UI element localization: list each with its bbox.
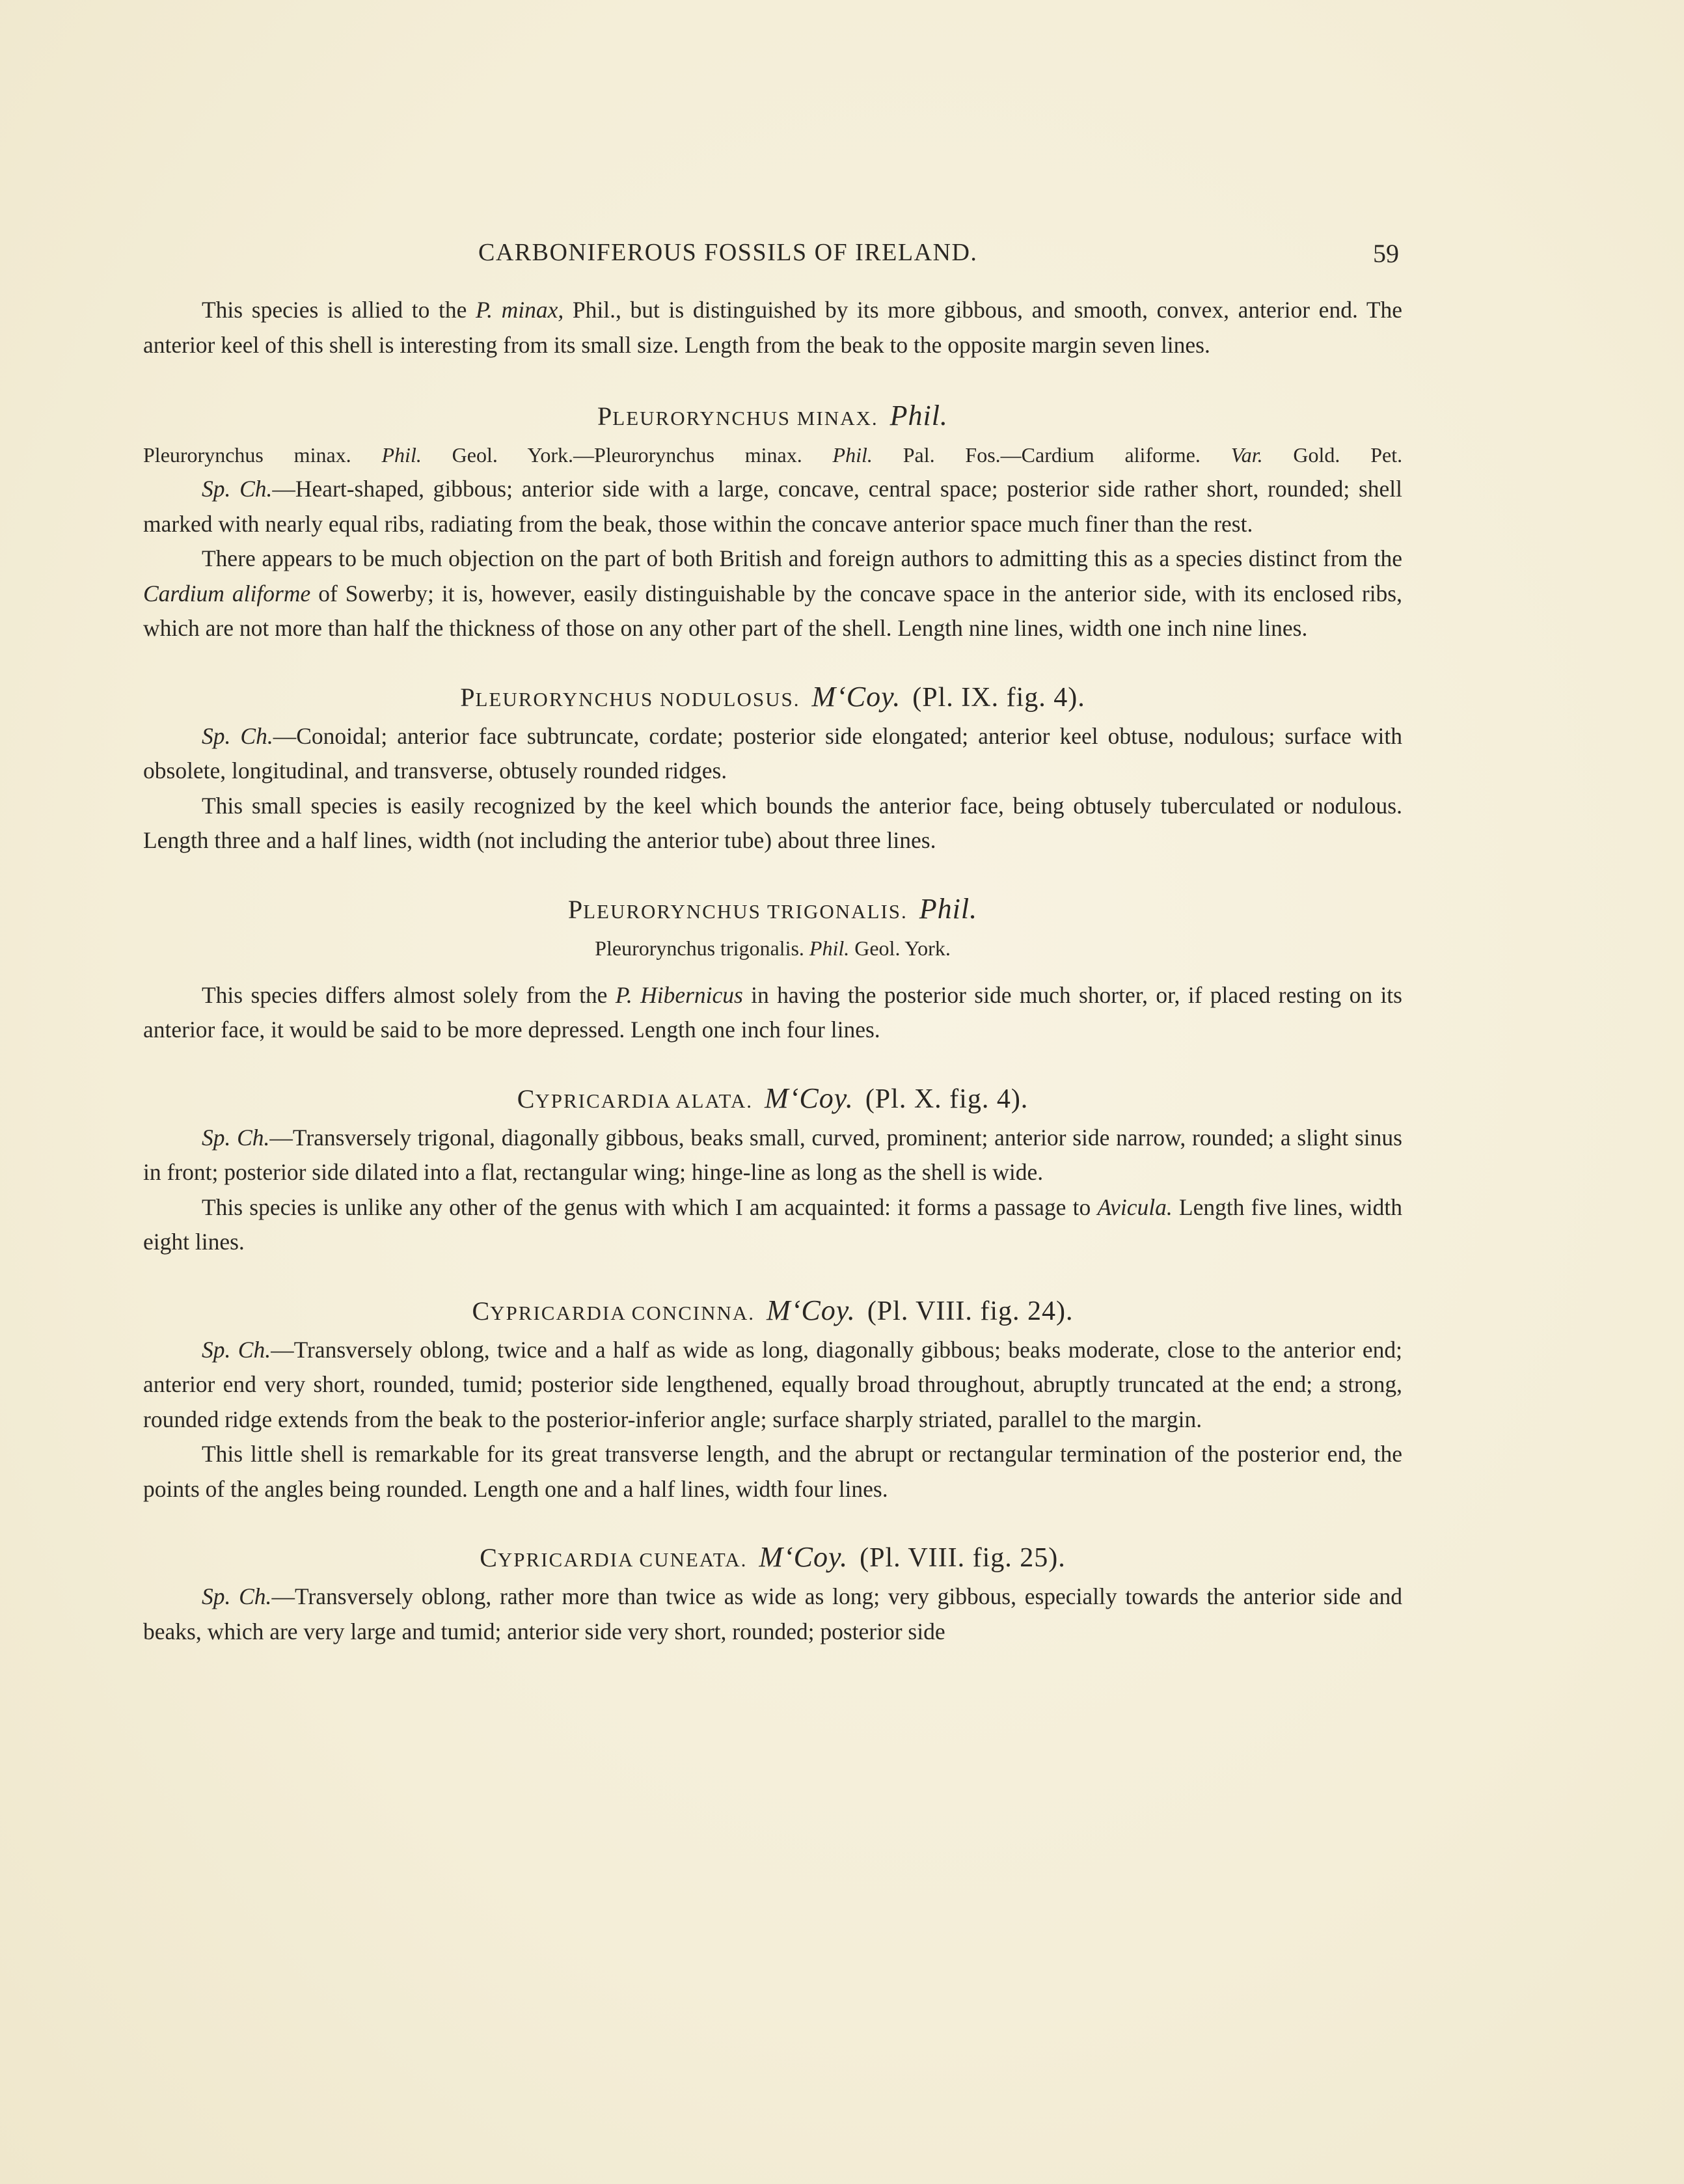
heading-rest: LEURORYNCHUS NODULOSUS. [475,687,800,711]
species-heading-alata [143,1079,1402,1121]
spch-label: Sp. Ch. [202,722,273,749]
spch-label: Sp. Ch. [202,1336,271,1363]
heading-author: M‘Coy. [759,1541,849,1573]
heading-author: M‘Coy. [811,680,901,713]
heading-rest: YPRICARDIA CONCINNA. [490,1301,755,1324]
remark-text-1: This species is unlike any other of the genus with which I am acquainted: it forms a passage to [202,1194,1098,1220]
heading-author: M‘Coy. [767,1294,856,1326]
syn-text: Pleurorynchus trigonalis. [595,936,804,960]
spacer [143,1048,1402,1079]
page-number: 59 [1373,239,1399,268]
species-heading-trigonalis [143,890,1402,931]
spacer [143,965,1402,978]
syn-author: Phil. [381,443,422,467]
heading-plate: (Pl. X. fig. 4). [865,1084,1029,1114]
heading-plate: (Pl. VIII. fig. 25). [860,1543,1066,1573]
syn-text: Gold. Pet. [1293,443,1403,467]
remark-text-1: This species differs almost solely from the [202,981,616,1008]
species-heading-cuneata [143,1538,1402,1579]
spch-text: —Transversely oblong, twice and a half as wide as long, diagonally gibbous; beaks moderate, close to the anterior end; anterior end very short, rounded, tumid; posterior side lengthened, equally broad throughout, abruptly truncated at the end; a strong, rounded ridge extends from the beak to the posterior-inferior angle; surface sharply striated, parallel to the margin. [143,1336,1402,1432]
remark-minax [143,541,1402,646]
spacer [143,362,1402,396]
running-title: CARBONIFEROUS FOSSILS OF IRELAND. [478,239,978,266]
heading-cap: P [597,402,613,431]
heading-rest: YPRICARDIA CUNEATA. [497,1548,748,1571]
spacer [143,858,1402,890]
remark-nodulosus: This small species is easily recognized by the keel which bounds the anterior face, being obtusely tuberculated or nodulous. Length three and a half lines, width (not including the anterior tube) about three lines. [143,792,1402,853]
syn-author: Phil. [832,443,873,467]
heading-cap: C [472,1296,491,1326]
syn-text: Geol. York.—Pleurorynchus minax. [452,443,802,467]
synonymy-trigonalis [143,931,1402,965]
intro-text-2: Phil., but is distinguished by its more gibbous, and smooth, convex, anterior end. The anterior keel of this shell is interesting from its small size. Length from the beak to the opposite margin seven lines. [143,297,1403,358]
spacer [143,646,1402,677]
running-head [143,238,1399,277]
remark-text-2: of Sowerby; it is, however, easily distinguishable by the concave space in the anterior side, with its enclosed ribs, which are not more than half the thickness of those on any other part of the shell. Length nine lines, width one inch nine lines. [143,580,1402,641]
heading-author: Phil. [919,892,978,925]
intro-paragraph [143,293,1402,362]
spch-minax [143,472,1402,541]
intro-text-1: This species is allied to the [202,297,476,323]
synonymy-minax [143,438,1402,472]
spch-label: Sp. Ch. [202,1124,270,1151]
heading-plate: (Pl. VIII. fig. 24). [867,1296,1074,1326]
heading-rest: YPRICARDIA ALATA. [535,1089,754,1112]
remark-text-2: in having the posterior side much shorter, or, if placed resting on its anterior face, it would be said to be more depressed. Length one inch four lines. [143,981,1402,1043]
syn-text: Geol. York. [854,936,951,960]
spch-label: Sp. Ch. [202,476,273,502]
spch-text: —Transversely trigonal, diagonally gibbous, beaks small, curved, prominent; anterior side narrow, rounded; a slight sinus in front; posterior side dilated into a flat, rectangular wing; hinge-line as long as the shell is wide. [143,1124,1402,1185]
heading-author: Phil. [890,400,948,431]
spacer [143,1260,1402,1291]
spch-cuneata [143,1579,1402,1649]
remark-italic: Cardium aliforme [143,580,311,607]
spch-label: Sp. Ch. [202,1583,272,1609]
heading-rest: LEURORYNCHUS TRIGONALIS. [583,899,908,923]
heading-author: M‘Coy. [765,1082,854,1114]
syn-text: Pleurorynchus minax. [143,443,351,467]
intro-italic: P. minax, [476,297,564,323]
spch-text: —Conoidal; anterior face subtruncate, cordate; posterior side elongated; anterior keel obtuse, nodulous; surface with obsolete, longitudinal, and transverse, obtusely rounded ridges. [143,722,1402,784]
syn-author: Var. [1230,443,1263,467]
syn-author: Phil. [809,936,850,960]
remark-trigonalis [143,978,1402,1048]
remark-alata [143,1190,1402,1260]
species-heading-nodulosus [143,677,1402,719]
heading-plate: (Pl. IX. fig. 4). [912,682,1085,713]
heading-cap: P [460,682,476,712]
remark-concinna: This little shell is remarkable for its great transverse length, and the abrupt or rectangular termination of the posterior end, the points of the angles being rounded. Length one and a half lines, width four lines. [143,1441,1402,1502]
spacer [143,1507,1402,1538]
spch-alata [143,1121,1402,1190]
heading-cap: C [480,1543,498,1572]
species-heading-concinna [143,1291,1402,1333]
spch-text: —Transversely oblong, rather more than twice as wide as long; very gibbous, especially towards the anterior side and beaks, which are very large and tumid; anterior side very short, rounded; posterior side [143,1583,1402,1645]
remark-text-2: Length five lines, width eight lines. [143,1194,1402,1255]
heading-rest: LEURORYNCHUS MINAX. [612,407,878,430]
spch-concinna [143,1333,1402,1438]
text-block [143,293,1402,1649]
remark-italic: P. Hibernicus [615,981,743,1008]
species-heading-minax [143,396,1402,438]
heading-cap: C [517,1084,536,1113]
syn-text: Pal. Fos.—Cardium aliforme. [903,443,1201,467]
spch-text: —Heart-shaped, gibbous; anterior side with a large, concave, central space; posterior side rather short, rounded; shell marked with nearly equal ribs, radiating from the beak, those within the concave anterior space much finer than the rest. [143,476,1402,537]
remark-italic: Avicula. [1097,1194,1173,1220]
remark-text-1: There appears to be much objection on the part of both British and foreign authors to admitting this as a species distinct from the [202,545,1402,571]
spch-nodulosus [143,719,1402,789]
heading-cap: P [567,894,584,924]
